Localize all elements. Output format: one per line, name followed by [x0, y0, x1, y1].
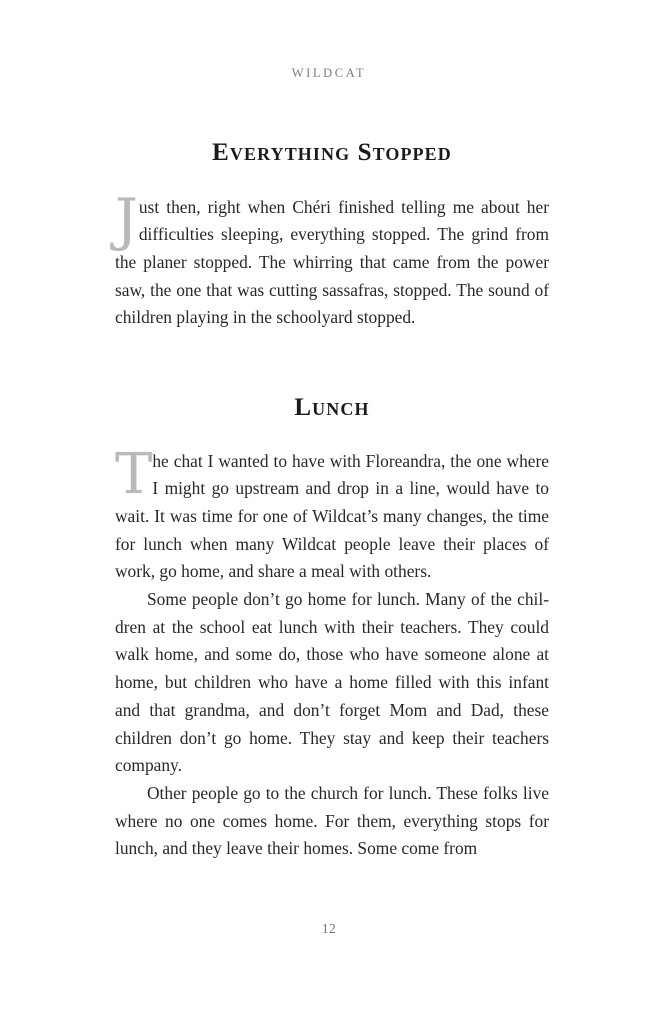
paragraph-block-2	[115, 441, 549, 587]
paragraph-lunch-1: he chat I wanted to have with Floreandra, the one where I might go upstream and drop in a line, would have to wait. It was time for one of Wildcat’s many changes, the time for lunch when many Wildcat people leave their places of work, go home, and share a meal with others.	[115, 450, 549, 582]
paragraph-lunch-3: Other people go to the church for lunch. These folks live where no one comes home. For them, everything stops for lunch, and they leave their homes. Some come from	[115, 782, 549, 859]
running-head: WILDCAT	[291, 66, 367, 80]
text-column	[115, 118, 549, 863]
section-heading-everything-stopped: Everything Stopped	[212, 139, 452, 166]
dropcap-letter-j: J	[115, 186, 138, 253]
page-number: 12	[321, 921, 337, 936]
paragraph-block-1	[115, 186, 549, 333]
paragraph-lunch-2: Some people don’t go home for lunch. Many of the children at the school eat lunch with their teachers. They could walk home, and some do, those who have someone alone at home, but children who have a home filled with this infant and that grandma, and don’t forget Mom and Dad, these children don’t go home. They stay and keep their teachers company.	[115, 589, 549, 776]
dropcap-letter-t: T	[115, 441, 153, 507]
section-heading-lunch: Lunch	[294, 394, 370, 422]
paragraph-everything-stopped: ust then, right when Chéri finished telling me about her difficulties sleeping, everything stopped. The grind from the planer stopped. The whirring that came from the power saw, the one that was cutting sassafras, stopped. The sound of children playing in the schoolyard stopped.	[115, 196, 549, 328]
